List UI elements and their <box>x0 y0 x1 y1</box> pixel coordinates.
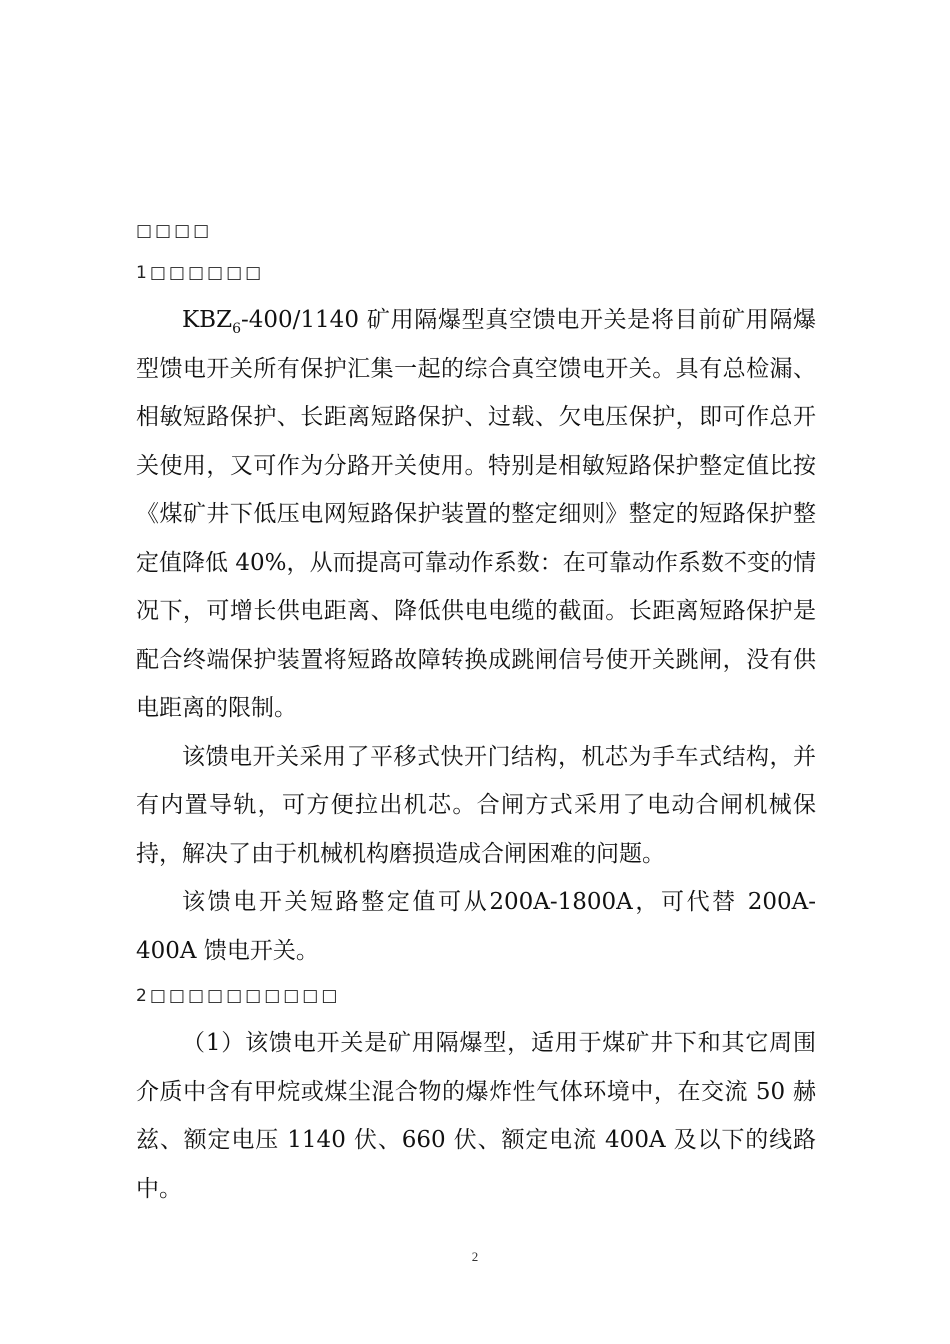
paragraph-setting-range: 该馈电开关短路整定值可从200A-1800A，可代替 200A-400A 馈电开关。 <box>136 889 816 964</box>
page-number: 2 <box>471 1249 479 1264</box>
paragraph-intro <box>136 296 816 733</box>
model-prefix: KBZ <box>182 307 233 333</box>
page-content <box>136 212 816 1213</box>
paragraph-application: （1）该馈电开关是矿用隔爆型，适用于煤矿井下和其它周围介质中含有甲烷或煤尘混合物的爆炸性气体环境中，在交流 50 赫兹、额定电压 1140 伏、660 伏、额定电流 400A 及以下的线路中。 <box>136 1030 816 1202</box>
subsection-title-1: 1□□□□□□ <box>136 263 265 283</box>
paragraph-intro-text: -400/1140 矿用隔爆型真空馈电开关是将目前矿用隔爆型馈电开关所有保护汇集一起的综合真空馈电开关。具有总检漏、相敏短路保护、长距离短路保护、过载、欠电压保护，即可作总开关使用，又可作为分路开关使用。特别是相敏短路保护整定值比按《煤矿井下低压电网短路保护装置的整定细则》整定的短路保护整定值降低 40%，从而提高可靠动作系数：在可靠动作系数不变的情况下，可增长供电距离、降低供电电缆的截面。长距离短路保护是配合终端保护装置将短路故障转换成跳闸信号使开关跳闸，没有供电距离的限制。 <box>136 307 816 721</box>
paragraph-structure: 该馈电开关采用了平移式快开门结构，机芯为手车式结构，并有内置导轨，可方便拉出机芯。合闸方式采用了电动合闸机械保持，解决了由于机械机构磨损造成合闸困难的问题。 <box>136 743 816 867</box>
section-title: □□□□ <box>136 221 213 241</box>
model-subscript: 6 <box>232 321 241 337</box>
subsection-title-2: 2□□□□□□□□□□ <box>136 986 341 1006</box>
